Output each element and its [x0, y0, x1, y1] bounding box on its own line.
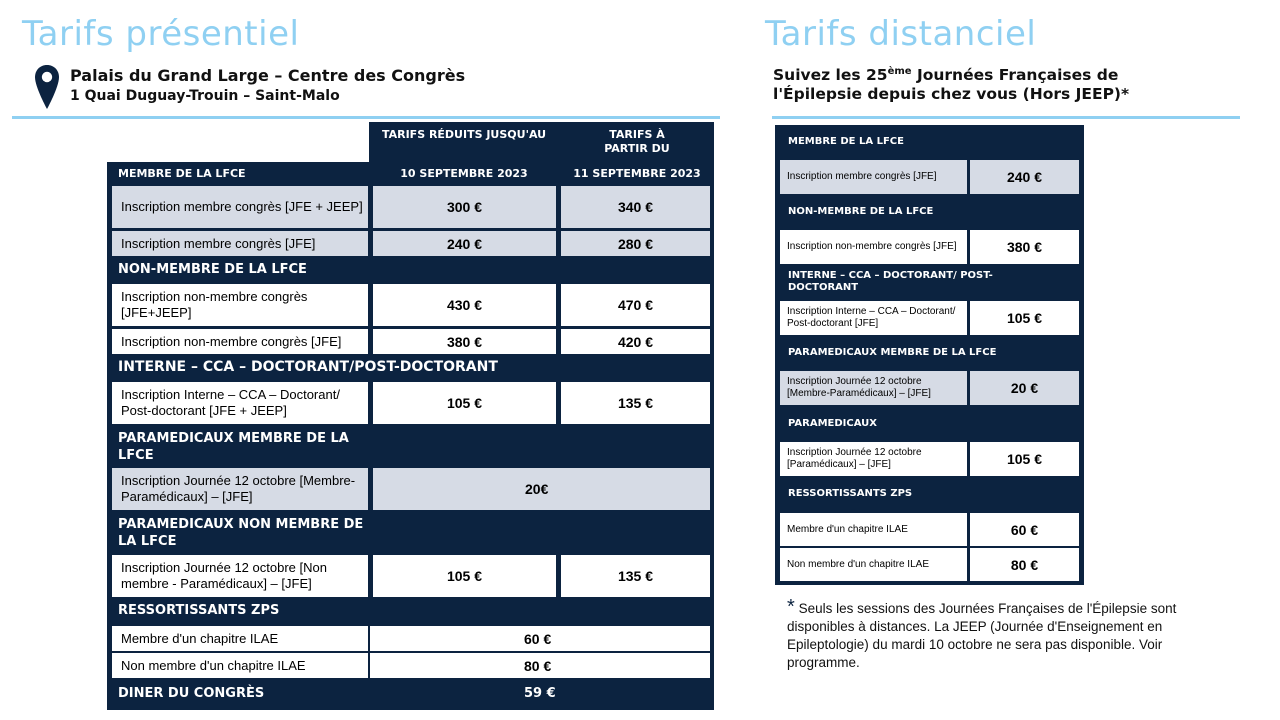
col2-date: 11 SEPTEMBRE 2023 — [573, 167, 701, 180]
price-cell: 105 € — [373, 555, 556, 597]
price-cell: 135 € — [561, 555, 710, 597]
table-row-label: Inscription membre congrès [JFE] — [112, 231, 368, 256]
price-cell: 60 € — [970, 513, 1079, 546]
price-cell: 20 € — [970, 371, 1079, 405]
price-cell: 60 € — [370, 626, 710, 651]
section-interne: INTERNE – CCA – DOCTORANT/POST-DOCTORANT — [118, 359, 498, 375]
diner-price: 59 € — [524, 686, 556, 701]
left-title: Tarifs présentiel — [22, 14, 300, 54]
price-cell: 105 € — [970, 301, 1079, 335]
footnote-text: Seuls les sessions des Journées Françaises de l'Épilepsie sont disponibles à distances. La JEEP (Journée d'Enseignement en Epileptologie) du mardi 10 octobre ne sera pas disponible. Voir programme. — [787, 601, 1177, 670]
section-paramedicaux: PARAMEDICAUX — [788, 418, 877, 429]
table-row-label: Inscription Journée 12 octobre [Membre-Paramédicaux] – [JFE] — [112, 468, 368, 510]
price-cell: 105 € — [373, 382, 556, 424]
map-pin-icon — [34, 64, 60, 110]
price-cell: 340 € — [561, 186, 710, 228]
section-membre: MEMBRE DE LA LFCE — [118, 167, 246, 180]
table-row-label: Inscription membre congrès [JFE + JEEP] — [112, 186, 368, 228]
section-non-membre: NON-MEMBRE DE LA LFCE — [788, 206, 934, 217]
table-row-label: Inscription Interne – CCA – Doctorant/ Post-doctorant [JFE] — [780, 301, 967, 335]
venue-name: Palais du Grand Large – Centre des Congrès — [70, 66, 466, 85]
table-row-label: Non membre d'un chapitre ILAE — [780, 548, 967, 581]
table-row-label: Inscription Journée 12 octobre [Non membre - Paramédicaux] – [JFE] — [112, 555, 368, 597]
price-cell: 240 € — [970, 160, 1079, 194]
section-paramedicaux-membre: PARAMEDICAUX MEMBRE DE LA LFCE — [118, 431, 349, 463]
price-cell: 135 € — [561, 382, 710, 424]
right-subtitle-line1: Suivez les 25ème Journées Françaises de — [773, 66, 1119, 85]
right-subtitle-line2: l'Épilepsie depuis chez vous (Hors JEEP)* — [773, 85, 1130, 103]
col1-header: TARIFS RÉDUITS JUSQU'AU — [381, 128, 547, 141]
price-cell: 105 € — [970, 442, 1079, 476]
section-non-membre: NON-MEMBRE DE LA LFCE — [118, 262, 307, 277]
price-cell: 20€ — [373, 468, 710, 510]
price-cell: 240 € — [373, 231, 556, 256]
table-row-label: Inscription non-membre congrès [JFE+JEEP] — [112, 284, 368, 326]
price-cell: 470 € — [561, 284, 710, 326]
section-diner: DINER DU CONGRÈS — [118, 686, 265, 701]
footnote — [787, 598, 1227, 672]
section-zps: RESSORTISSANTS ZPS — [788, 488, 913, 499]
col1-date: 10 SEPTEMBRE 2023 — [400, 167, 528, 180]
section-paramedicaux-non-membre: PARAMEDICAUX NON MEMBRE DE LA LFCE — [118, 517, 364, 549]
section-paramedicaux-membre: PARAMEDICAUX MEMBRE DE LA LFCE — [788, 347, 997, 358]
price-cell: 300 € — [373, 186, 556, 228]
price-cell: 380 € — [373, 329, 556, 354]
venue-address: 1 Quai Duguay-Trouin – Saint-Malo — [70, 88, 340, 104]
right-title: Tarifs distanciel — [765, 14, 1037, 54]
table-row-label: Inscription Interne – CCA – Doctorant/ Post-doctorant [JFE + JEEP] — [112, 382, 368, 424]
table-row-label: Inscription Journée 12 octobre [Membre-Paramédicaux] – [JFE] — [780, 371, 967, 405]
table-row-label: Inscription non-membre congrès [JFE] — [780, 230, 967, 264]
left-divider — [12, 116, 720, 119]
section-membre: MEMBRE DE LA LFCE — [788, 136, 904, 147]
price-cell: 420 € — [561, 329, 710, 354]
price-cell: 380 € — [970, 230, 1079, 264]
footnote-star: * — [787, 596, 795, 618]
price-cell: 280 € — [561, 231, 710, 256]
table-row-label: Inscription membre congrès [JFE] — [780, 160, 967, 194]
table-row-label: Membre d'un chapitre ILAE — [112, 626, 368, 651]
table-row-label: Inscription Journée 12 octobre [Paramédicaux] – [JFE] — [780, 442, 967, 476]
section-interne: INTERNE – CCA – DOCTORANT/ POST-DOCTORANT — [788, 270, 993, 293]
table-row-label: Inscription non-membre congrès [JFE] — [112, 329, 368, 354]
table-row-label: Membre d'un chapitre ILAE — [780, 513, 967, 546]
price-cell: 430 € — [373, 284, 556, 326]
col2-header: TARIFS À PARTIR DU — [604, 128, 670, 155]
price-cell: 80 € — [970, 548, 1079, 581]
right-divider — [772, 116, 1240, 119]
section-zps: RESSORTISSANTS ZPS — [118, 603, 280, 618]
price-cell: 80 € — [370, 653, 710, 678]
table-row-label: Non membre d'un chapitre ILAE — [112, 653, 368, 678]
